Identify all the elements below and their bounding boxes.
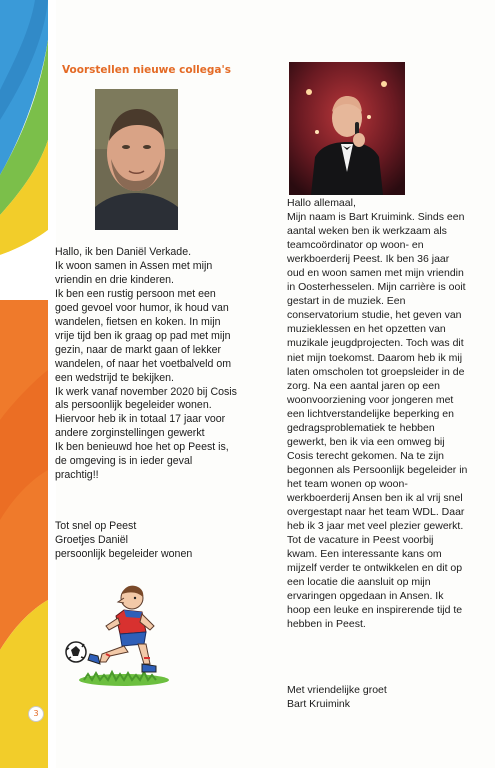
portrait-photo-daniel <box>95 89 178 230</box>
decorative-color-strip <box>0 0 56 768</box>
soccer-player-illustration <box>54 580 174 696</box>
stage-photo-bart <box>289 62 405 195</box>
closing-text-daniel: Tot snel op Peest Groetjes Daniël persoonlijk begeleider wonen <box>55 520 193 560</box>
intro-text-daniel: Hallo, ik ben Daniël Verkade. Ik woon samen in Assen met mijn vriendin en drie kinderen. Ik ben een rustig persoon met een goed gevoel voor humor, ik houd van wandelen, fietsen en koken. In mijn vrije tijd ben ik graag op pad met mijn gezin, naar de markt gaan of lekker wandelen, of naar het voetbalveld om een wedstrijd te bekijken. Ik werk vanaf november 2020 bij Cosis als persoonlijk begeleider wonen. Hiervoor heb ik in totaal 17 jaar voor andere zorginstellingen gewerkt Ik ben benieuwd hoe het op Peest is, de omgeving is in ieder geval prachtig!! <box>55 246 237 482</box>
closing-text-bart: Met vriendelijke groet Bart Kruimink <box>287 684 387 711</box>
intro-text-bart: Hallo allemaal, Mijn naam is Bart Kruimink. Sinds een aantal weken ben ik werkzaam als teamcoördinator op woon- en werkboerderij Peest. Ik ben 36 jaar oud en woon samen met mijn vriendin in Oosterhesselen. Mijn carrière is ooit gestart in de muziek. Een conservatorium studie, het geven van muzieklessen en het opzetten van muzikale jeugdprojecten. Toch was dit niet mijn toekomst. Daarom heb ik mij laten omscholen tot groepsleider in de zorg. Na een aantal jaren op een woonvoorziening voor jongeren met een lichtverstandelijke beperking en gedragsproblematiek te hebben gewerkt, ben ik via een omweg bij Cosis terecht gekomen. Na te zijn begonnen als Persoonlijk begeleider in het team wonen op woon- werkboerderij Ansen ben ik al vrij snel overgestapt naar het team WDL. Daar heb ik 3 jaar met veel plezier gewerkt. Tot de vacature in Peest voorbij kwam. Een interessante kans om mijzelf verder te ontwikkelen en dit op een locatie die aansluit op mijn ervaringen opgedaan in Ansen. Ik hoop een leuke en inspirerende tijd te hebben in Peest. <box>287 197 468 631</box>
page-number: 3 <box>28 706 44 722</box>
section-title: Voorstellen nieuwe collega's <box>62 64 231 76</box>
